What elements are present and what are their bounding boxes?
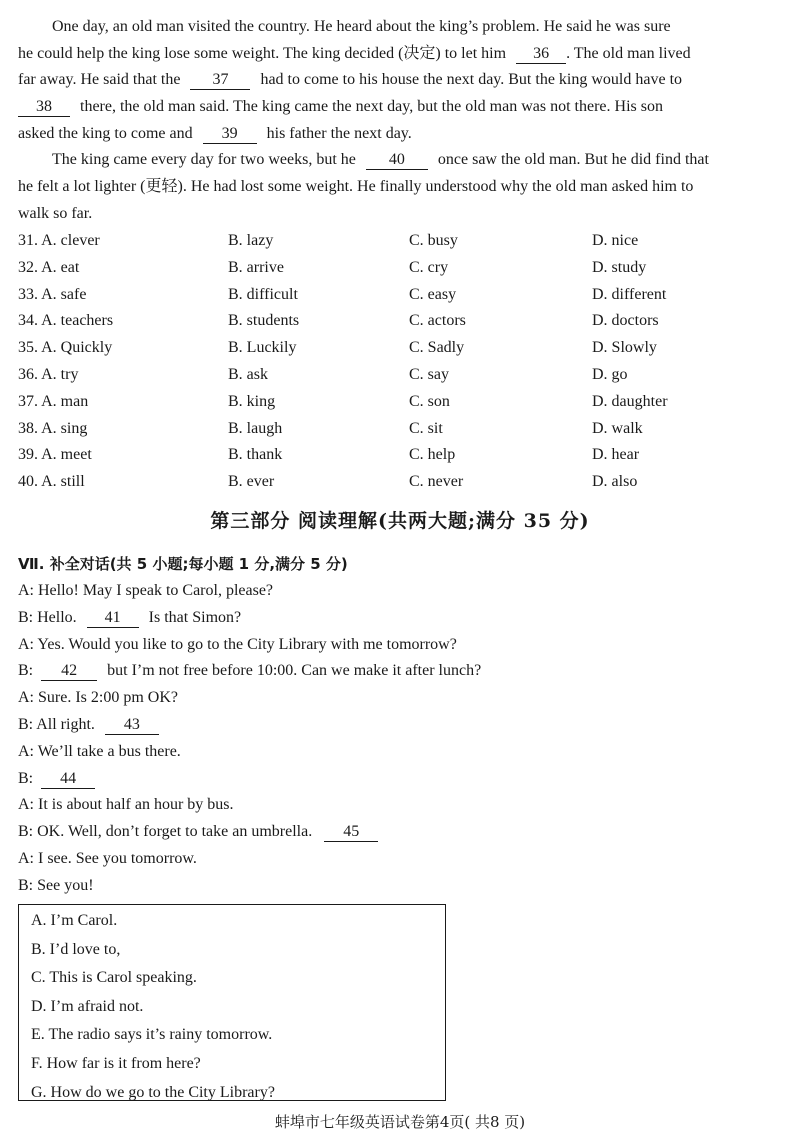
option-c[interactable]: C. Sadly: [409, 339, 465, 357]
option-a[interactable]: 34. A. teachers: [18, 312, 114, 330]
blank-43[interactable]: 43: [105, 715, 159, 735]
option-b[interactable]: B. king: [228, 392, 276, 410]
option-b[interactable]: B. Luckily: [228, 339, 297, 357]
option-row: [18, 362, 788, 389]
option-row: [18, 282, 788, 309]
option-c[interactable]: C. help: [409, 446, 456, 464]
option-a[interactable]: 36. A. try: [18, 365, 79, 383]
option-row: [18, 442, 788, 469]
option-row: [18, 255, 788, 282]
option-row: [18, 308, 788, 335]
blank-41[interactable]: 41: [87, 608, 139, 628]
blank-39[interactable]: 39: [203, 124, 257, 144]
option-c[interactable]: C. sit: [409, 419, 443, 437]
option-a[interactable]: 31. A. clever: [18, 232, 100, 249]
option-d[interactable]: D. also: [592, 473, 638, 491]
choice-item[interactable]: G. How do we go to the City Library?: [31, 1083, 275, 1101]
choice-item[interactable]: D. I’m afraid not.: [31, 997, 144, 1015]
passage-line: [18, 94, 788, 121]
option-a[interactable]: 32. A. eat: [18, 258, 80, 276]
choice-item[interactable]: C. This is Carol speaking.: [31, 969, 197, 987]
cloze-passage: [18, 14, 788, 228]
option-a[interactable]: 35. A. Quickly: [18, 339, 113, 357]
option-a[interactable]: 37. A. man: [18, 392, 89, 410]
choice-item[interactable]: A. I’m Carol.: [31, 912, 118, 929]
blank-37[interactable]: 37: [190, 70, 250, 90]
choice-item[interactable]: E. The radio says it’s rainy tomorrow.: [31, 1026, 273, 1044]
option-a[interactable]: 38. A. sing: [18, 419, 88, 437]
option-c[interactable]: C. say: [409, 365, 449, 383]
passage-text: far away. He said that the: [18, 71, 181, 89]
dialogue-line: A: It is about half an hour by bus.: [18, 796, 234, 814]
dialogue-line: B: Hello. 41 Is that Simon?: [18, 608, 242, 626]
option-b[interactable]: B. ask: [228, 365, 268, 383]
option-c[interactable]: C. cry: [409, 258, 449, 276]
dialogue-line: A: We’ll take a bus there.: [18, 742, 181, 760]
passage-text: One day, an old man visited the country. He heard about the king’s problem. He said he was sure: [52, 18, 671, 35]
dialogue-line: B: See you!: [18, 876, 94, 894]
passage-text: . The old man lived: [566, 44, 691, 62]
option-a[interactable]: 40. A. still: [18, 473, 85, 491]
option-c[interactable]: C. never: [409, 473, 464, 491]
option-b[interactable]: B. students: [228, 312, 300, 330]
passage-text: asked the king to come and: [18, 124, 193, 142]
blank-38[interactable]: 38: [18, 97, 70, 117]
option-c[interactable]: C. actors: [409, 312, 466, 330]
passage-line: [18, 41, 788, 68]
passage-line: [18, 67, 788, 94]
option-b[interactable]: B. difficult: [228, 285, 298, 303]
dialogue-line: B: 42 but I’m not free before 10:00. Can we make it after lunch?: [18, 662, 482, 680]
passage-text: walk so far.: [18, 204, 93, 222]
option-a[interactable]: 33. A. safe: [18, 285, 87, 303]
passage-line: [18, 147, 788, 174]
option-b[interactable]: B. arrive: [228, 258, 284, 276]
blank-44[interactable]: 44: [41, 769, 95, 789]
passage-line: [18, 201, 788, 228]
option-b[interactable]: B. thank: [228, 446, 283, 464]
dialogue: [18, 578, 788, 900]
option-row: [18, 335, 788, 362]
option-row: [18, 228, 788, 255]
passage-text: he felt a lot lighter (更轻). He had lost some weight. He finally understood why the old man asked him to: [18, 178, 694, 196]
option-d[interactable]: D. hear: [592, 446, 640, 464]
option-row: [18, 416, 788, 443]
option-d[interactable]: D. go: [592, 365, 628, 383]
passage-line: [18, 14, 788, 41]
option-row: [18, 469, 788, 496]
passage-text: he could help the king lose some weight. The king decided (决定) to let him: [18, 44, 507, 62]
passage-line: [18, 174, 788, 201]
dialogue-line: B: All right. 43: [18, 712, 788, 739]
dialogue-line: A: Sure. Is 2:00 pm OK?: [18, 689, 178, 707]
blank-36[interactable]: 36: [516, 44, 566, 64]
passage-line: [18, 121, 788, 148]
section-title: 第三部分 阅读理解(共两大题;满分 35 分): [210, 510, 590, 532]
blank-40[interactable]: 40: [366, 150, 428, 170]
dialogue-line: A: I see. See you tomorrow.: [18, 849, 197, 867]
passage-text: there, the old man said. The king came the next day, but the old man was not there. His son: [80, 98, 663, 116]
passage-text: once saw the old man. But he did find that: [437, 151, 709, 169]
option-row: [18, 389, 788, 416]
passage-text: his father the next day.: [266, 124, 412, 142]
option-c[interactable]: C. son: [409, 392, 450, 410]
option-d[interactable]: D. study: [592, 258, 647, 276]
option-d[interactable]: D. doctors: [592, 312, 659, 330]
question-heading: Ⅶ. 补全对话(共 5 小题;每小题 1 分,满分 5 分): [18, 555, 348, 573]
option-d[interactable]: D. different: [592, 285, 667, 303]
choices-box: [18, 904, 446, 1101]
passage-text: The king came every day for two weeks, but he: [52, 151, 356, 169]
dialogue-line: A: Hello! May I speak to Carol, please?: [18, 582, 274, 599]
choice-item[interactable]: B. I’d love to,: [31, 940, 121, 958]
option-a[interactable]: 39. A. meet: [18, 446, 92, 464]
option-d[interactable]: D. daughter: [592, 392, 668, 410]
option-b[interactable]: B. lazy: [228, 232, 274, 249]
option-d[interactable]: D. Slowly: [592, 339, 657, 357]
option-d[interactable]: D. walk: [592, 419, 643, 437]
passage-text: had to come to his house the next day. But the king would have to: [260, 71, 683, 89]
page-footer: 蚌埠市七年级英语试卷第4页( 共8 页): [274, 1113, 526, 1131]
option-c[interactable]: C. easy: [409, 285, 457, 303]
dialogue-line: B: 44: [18, 766, 788, 793]
choice-item[interactable]: F. How far is it from here?: [31, 1054, 201, 1072]
cloze-options: [18, 228, 788, 496]
blank-42[interactable]: 42: [41, 661, 97, 681]
option-c[interactable]: C. busy: [409, 232, 458, 249]
option-d[interactable]: D. nice: [592, 232, 639, 249]
option-b[interactable]: B. ever: [228, 473, 275, 491]
blank-45[interactable]: 45: [324, 822, 378, 842]
option-b[interactable]: B. laugh: [228, 419, 283, 437]
dialogue-line: A: Yes. Would you like to go to the City Library with me tomorrow?: [18, 635, 457, 653]
dialogue-line: B: OK. Well, don’t forget to take an umbrella. 45: [18, 819, 788, 846]
